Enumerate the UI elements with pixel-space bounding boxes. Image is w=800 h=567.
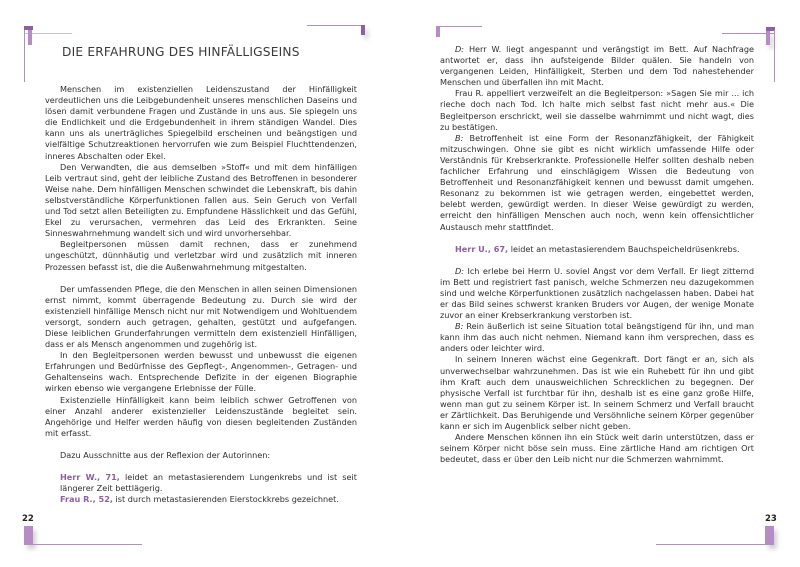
dialogue-paragraph (440, 133, 754, 233)
paragraph: Begleitpersonen müssen damit rechnen, dass er zunehmend ungeschützt, dünnhäutig und verletzbar wird und zusätzlich mit inneren Prozessen befasst ist, die die Außenwahrnehmung mitgestalten. (45, 239, 357, 272)
bottom-accent-block (765, 526, 774, 545)
dialogue-paragraph (440, 88, 754, 132)
corner-accent-bar (766, 31, 770, 45)
dialogue-paragraph (440, 321, 754, 354)
dialogue-paragraph (440, 432, 754, 465)
left-body-text (45, 84, 357, 505)
corner-bracket-horizontal (24, 33, 72, 34)
top-rule (436, 26, 482, 27)
paragraph-intro: Dazu Ausschnitte aus der Reflexion der Autorinnen: (60, 449, 271, 460)
dialogue-paragraph (440, 354, 754, 432)
right-body-text (440, 44, 754, 465)
corner-bracket-vertical (774, 30, 775, 82)
paragraph-text: In seinem Inneren wächst eine Gegenkraft. Dort fängt er an, sich als unverwechselbar wahrzunehmen. Das ist wie ein Ruhebett für ihn und gibt ihm Kraft auch dem unausweichlichen Schrecklichen zu begegnen. Der physische Verfall ist furchtbar für ihn, deshalb ist es eine ganz große Hilfe, wenn man gut zu seinem Körper ist. In seinem Schmerz und Verfall braucht er Zärtlichkeit. Das Beruhigende und Versöhnliche seinem Körper gegenüber kann er sich im Augenblick selber nicht geben. (440, 354, 754, 431)
speaker-label: B: (455, 132, 464, 143)
bottom-accent-block (24, 526, 33, 545)
speaker-label: B: (455, 321, 464, 332)
paragraph-text: Andere Menschen können ihn ein Stück weit darin unterstützen, dass er seinem Körper nicht böse sein muss. Eine zärtliche Hand am richtigen Ort bedeutet, dass er über den Leib nicht nur die Schmerzen wahrnimmt. (440, 432, 754, 465)
corner-bracket-vertical (24, 30, 25, 82)
case-name: Herr U., 67, (455, 243, 509, 254)
case-text: ist durch metastasierenden Eierstockkrebs gezeichnet. (112, 494, 339, 505)
paragraph-text: Rein äußerlich ist seine Situation total beängstigend für ihn, und man kann ihm das auch nicht nehmen. Niemand kann ihm versprechen, dass es anders oder leichter wird. (440, 321, 754, 354)
case-herr-u (440, 244, 754, 255)
paragraph: Existenzielle Hinfälligkeit kann beim leiblich schwer Getroffenen von einer Anzahl anderer existenzieller Leidenszustände begleitet sein. Angehörige und Helfer werden häufig von diesen begleitenden Zuständen mit erfasst. (45, 394, 357, 438)
case-name: Frau R., 52, (60, 494, 113, 505)
dialogue-paragraph (440, 44, 754, 88)
paragraph-text: Herr W. liegt angespannt und verängstigt im Bett. Auf Nachfrage antwortet er, dass ihn aufsteigende Bilder quälen. Sie handeln von vergangenen Leiden, Hinfälligkeit, Sterben und dem Tod nahestehender Menschen und überfallen ihn mit Macht. (440, 44, 754, 88)
paragraph: Menschen im existenziellen Leidenszustand der Hinfälligkeit verdeutlichen uns die Leibgebundenheit unseres menschlichen Daseins und lösen damit verbundene Fragen und Zustände in uns aus. Sie spiegeln uns die Endlichkeit und die Erdgebundenheit in ihrem ständigen Wandel. Dies kann uns als unerträgliches Spiegelbild erscheinen und beängstigen und vielfältige Schutzreaktionen hervorrufen wie zum Beispiel Fluchttendenzen, inneres Abschalten oder Ekel. (45, 84, 357, 161)
dialogue-paragraph (440, 266, 754, 321)
speaker-label: D: (455, 44, 464, 54)
case-frau-r (45, 494, 357, 505)
top-rule (307, 25, 365, 26)
speaker-label: D: (455, 265, 464, 276)
right-page (400, 0, 800, 567)
paragraph: Der umfassenden Pflege, die den Menschen in allen seinen Dimensionen ernst nimmt, kommt überragende Bedeutung zu. Durch sie wird der existenziell hinfällige Mensch nicht nur mit Notwendigem und Wohltuendem versorgt, sondern auch getragen, gehalten, gestützt und aufgefangen. Diese leiblichen Grunderfahrungen vermitteln dem existenziell Hinfälligen, dass er als Mensch angenommen und zugehörig ist. (45, 283, 357, 350)
paragraph: Den Verwandten, die aus demselben »Stoff« und mit dem hinfälligen Leib vertraut sind, geht der leibliche Zustand des Betroffenen in besonderer Weise nahe. Dem hinfälligen Menschen schwindet die Lebenskraft, bis dahin selbstverständliche Körperfunktionen fallen aus. Sein Geruch von Verfall und Tod setzt allen Beteiligten zu. Empfundene Hässlichkeit und das Gefühl, Ekel zu verursachen, vermehren das Leid des Erkrankten. Seine Sinneswahrnehmung wandelt sich und wird unvorhersehbar. (45, 161, 357, 239)
bottom-rule (656, 544, 774, 545)
page-number: 22 (22, 514, 34, 524)
case-text: leidet an metastasierendem Lungenkrebs und ist seit längerer Zeit bettlägerig. (60, 472, 357, 494)
case-herr-w (45, 472, 357, 494)
paragraph-text: Frau R. appelliert verzweifelt an die Begleitperson: »Sagen Sie mir ... ich rieche doch nach Tod. Ich halte mich selbst fast nicht mehr aus.« Die Begleitperson erschrickt, weil sie dasselbe wahrnimmt und nicht wagt, dies zu bestätigen. (440, 88, 754, 132)
paragraph-text: Ich erlebe bei Herrn U. soviel Angst vor dem Verfall. Er liegt zitternd im Bett und registriert fast panisch, welche Schmerzen neu dazugekommen sind und welche Körperfunktionen zusätzlich nachgelassen haben. Dabei hat er das Bild seines schwerst kranken Bruders vor Augen, der wenige Monate zuvor an einer Krebserkrankung verstorben ist. (440, 265, 754, 321)
case-name: Herr W., 71, (60, 472, 120, 482)
page-number: 23 (765, 514, 777, 524)
chapter-title: DIE ERFAHRUNG DES HINFÄLLIGSEINS (62, 45, 300, 59)
paragraph: In den Begleitpersonen werden bewusst und unbewusst die eigenen Erfahrungen und Bedürfnisse des Gepflegt-, Angenommen-, Getragen- und Gehaltenseins wach. Entsprechende Defizite in der eigenen Biographie wirken ebenso wie vergangene Erlebnisse der Fülle. (45, 350, 357, 394)
case-text: leidet an metastasierendem Bauchspeicheldrüsenkrebs. (508, 243, 740, 254)
bottom-rule (24, 544, 142, 545)
top-rule-block (361, 25, 365, 35)
top-rule-block (436, 26, 440, 37)
paragraph-text: Betroffenheit ist eine Form der Resonanzfähigkeit, der Fähigkeit mitzuschwingen. Ohne sie gibt es nicht wirklich umfassende Hilfe oder Verständnis für Krebserkrankte. Professionelle Helfer sollten deshalb neben fachlicher Erfahrung und einschlägigem Wissen die Bedeutung von Betroffenheit und Resonanzfähigkeit kennen und bewusst damit umgehen. Resonanz zu bekommen ist wie getragen werden, eingebettet werden, belebt werden, gewürdigt werden. In dieser Weise gewürdigt zu werden, erreicht den hinfälligen Menschen auch noch, wenn kein offensichtlicher Austausch mehr stattfindet. (440, 132, 754, 232)
